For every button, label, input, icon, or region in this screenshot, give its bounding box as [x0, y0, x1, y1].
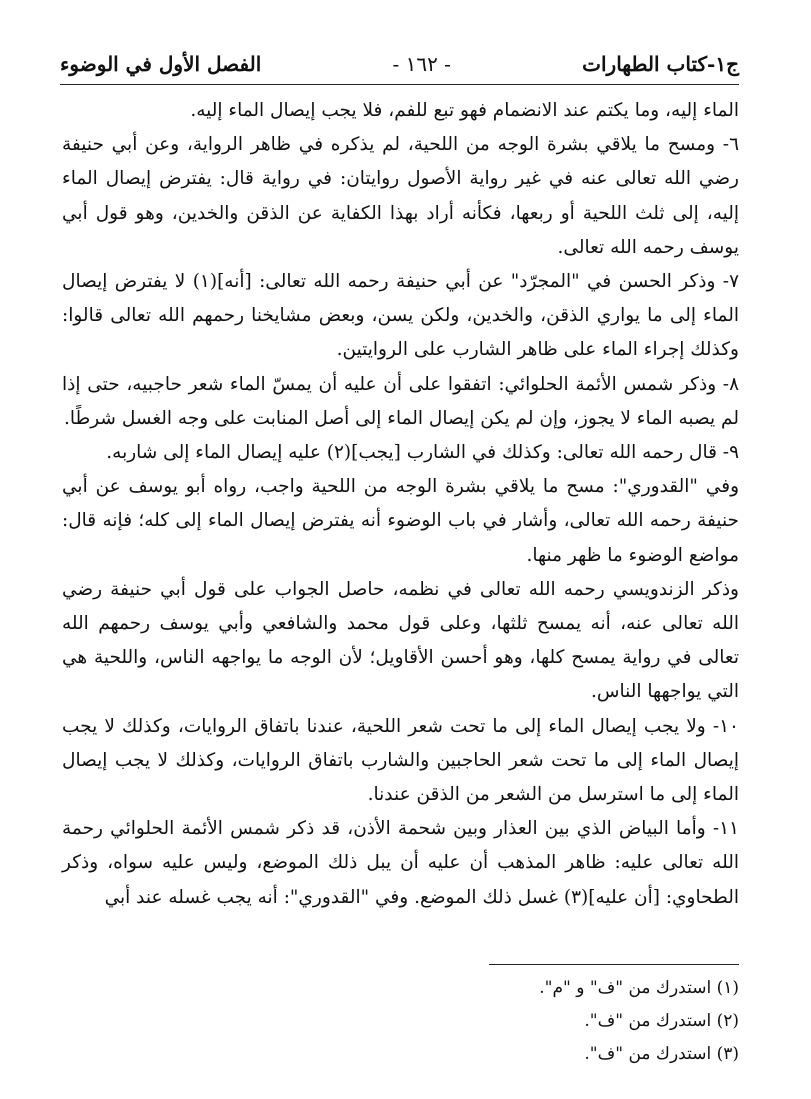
paragraph: وذكر الزندويسي رحمه الله تعالى في نظمه، حاصل الجواب على قول أبي حنيفة رضي الله تعالى عنه، أنه يمسح ثلثها، وعلى قول محمد والشافعي وأبي يوسف رحمهم الله تعالى في رواية يمسح كلها، وهو أحسن الأقاويل؛ لأن الوجه ما يواجهه الناس، واللحية هي التي يواجهها الناس.	[62, 578, 739, 703]
body-text	[62, 94, 739, 915]
paragraph: ١١- وأما البياض الذي بين العذار وبين شحمة الأذن، قد ذكر شمس الأئمة الحلوائي رحمة الله تعالى عليه: ظاهر المذهب أن عليه أن يبل ذلك الموضع، وليس عليه سواه، وذكر الطحاوي: [أن عليه](٣) غسل ذلك الموضع. وفي "القدوري": أنه يجب غسله عند أبي	[62, 818, 739, 908]
paragraph: ٨- وذكر شمس الأئمة الحلوائي: اتفقوا على أن عليه أن يمسّ الماء شعر حاجبيه، حتى إذا لم يصبه الماء لا يجوز، وإن لم يكن إيصال الماء إلى أصل المنابت على وجه الغسل شرطًا.	[62, 373, 739, 429]
header-section-title: الفصل الأول في الوضوء	[60, 52, 262, 76]
paragraph: ٦- ومسح ما يلاقي بشرة الوجه من اللحية، لم يذكره في ظاهر الرواية، وعن أبي حنيفة رضي الله تعالى عنه في غير رواية الأصول روايتان: في رواية قال: يفترض إيصال الماء إليه، إلى ثلث اللحية أو ربعها، فكأنه أراد بهذا الكفاية عن الذقن والخدين، وهو قول أبي يوسف رحمه الله تعالى.	[62, 134, 739, 258]
page-number: - ١٦٢ -	[392, 52, 451, 76]
paragraph: ٧- وذكر الحسن في "المجرّد" عن أبي حنيفة رحمه الله تعالى: [أنه](١) لا يفترض إيصال الماء إلى ما يواري الذقن، والخدين، ولكن يسن، وبعض مشايخنا رحمهم الله تعالى قالوا: وكذلك إجراء الماء على ظاهر الشارب على الروايتين.	[62, 271, 739, 361]
footnote: (١) استدرك من "ف" و "م".	[539, 978, 739, 998]
footnote-divider	[489, 964, 739, 965]
paragraph: الماء إليه، وما يكتم عند الانضمام فهو تبع للفم، فلا يجب إيصال الماء إليه.	[190, 100, 739, 121]
footnotes	[300, 972, 739, 1071]
paragraph: وفي "القدوري": مسح ما يلاقي بشرة الوجه من اللحية واجب، رواه أبو يوسف عن أبي حنيفة رحمه الله تعالى، وأشار في باب الوضوء أنه يفترض إيصال الماء إلى كله؛ فإنه قال: مواضع الوضوء ما ظهر منها.	[62, 476, 739, 566]
paragraph: ١٠- ولا يجب إيصال الماء إلى ما تحت شعر اللحية، عندنا باتفاق الروايات، وكذلك لا يجب إيصال الماء إلى ما تحت شعر الحاجبين والشارب باتفاق الروايات، وكذلك لا يجب إيصال الماء إلى ما استرسل من الشعر من الذقن عندنا.	[62, 715, 739, 806]
paragraph: ٩- قال رحمه الله تعالى: وكذلك في الشارب [يجب](٢) عليه إيصال الماء إلى شاربه.	[106, 442, 739, 464]
footnote: (٣) استدرك من "ف".	[584, 1044, 739, 1064]
header-volume-chapter: ج١-كتاب الطهارات	[582, 52, 739, 76]
page-header	[60, 44, 739, 85]
footnote: (٢) استدرك من "ف".	[584, 1011, 739, 1031]
